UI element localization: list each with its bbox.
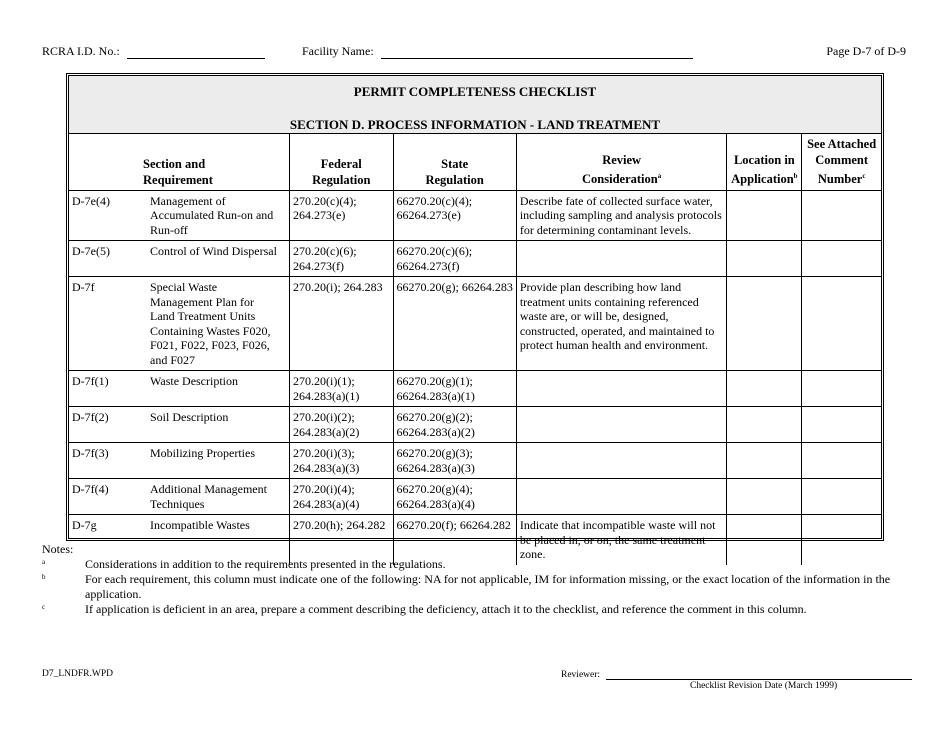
row-review-consideration: Describe fate of collected surface water, including sampling and analysis protocols for determining contaminant levels. bbox=[516, 190, 727, 241]
note-a-mark: a bbox=[42, 558, 46, 566]
row-federal-regulation: 270.20(h); 264.282 bbox=[290, 515, 394, 565]
col-header-federal bbox=[290, 133, 394, 190]
col-header-state-line1: State bbox=[441, 156, 469, 171]
row-federal-regulation: 270.20(i)(2); 264.283(a)(2) bbox=[290, 407, 394, 443]
row-section-id: D-7e(4) bbox=[72, 193, 110, 208]
row-review-consideration bbox=[516, 479, 727, 515]
row-review-consideration bbox=[516, 407, 727, 443]
row-comment-cell[interactable] bbox=[802, 190, 881, 241]
col-header-section bbox=[69, 133, 290, 190]
notes-heading: Notes: bbox=[42, 542, 74, 556]
row-section-id: D-7f(2) bbox=[72, 410, 109, 424]
table-row bbox=[69, 479, 881, 515]
row-comment-cell[interactable] bbox=[802, 277, 881, 371]
row-review-consideration: Provide plan describing how land treatment units containing referenced waste are, or will be, designed, constructed, operated, and maintained to protect human health and environment. bbox=[516, 277, 727, 371]
row-state-regulation: 66270.20(c)(4); 66264.273(e) bbox=[393, 190, 516, 241]
row-requirement: Management of Accumulated Run-on and Run-off bbox=[150, 193, 274, 237]
footnote-mark-a: a bbox=[657, 172, 662, 181]
col-header-section-line1: Section and bbox=[143, 156, 206, 171]
row-requirement: Mobilizing Properties bbox=[150, 446, 255, 460]
row-section-id: D-7e(5) bbox=[72, 244, 110, 258]
row-state-regulation: 66270.20(g)(4); 66264.283(a)(4) bbox=[393, 479, 516, 515]
note-c-text: If application is deficient in an area, prepare a comment describing the deficiency, attach it to the checklist, and reference the comment in this column. bbox=[85, 602, 807, 616]
row-review-consideration bbox=[516, 241, 727, 277]
row-location-cell[interactable] bbox=[727, 277, 802, 371]
row-location-cell[interactable] bbox=[727, 371, 802, 407]
row-requirement: Waste Description bbox=[150, 374, 239, 388]
table-row bbox=[69, 190, 881, 241]
row-location-cell[interactable] bbox=[727, 479, 802, 515]
section-title: SECTION D. PROCESS INFORMATION - LAND TREATMENT bbox=[289, 117, 661, 132]
row-location-cell[interactable] bbox=[727, 241, 802, 277]
row-federal-regulation: 270.20(i)(1); 264.283(a)(1) bbox=[290, 371, 394, 407]
col-header-state bbox=[393, 133, 516, 190]
row-section-id: D-7f(1) bbox=[72, 374, 109, 388]
row-requirement: Incompatible Wastes bbox=[150, 518, 250, 532]
reviewer-label: Reviewer: bbox=[561, 670, 601, 680]
row-federal-regulation: 270.20(c)(6); 264.273(f) bbox=[290, 241, 394, 277]
row-state-regulation: 66270.20(g)(1); 66264.283(a)(1) bbox=[393, 371, 516, 407]
table-row bbox=[69, 443, 881, 479]
facility-name-field bbox=[302, 44, 693, 59]
row-state-regulation: 66270.20(g)(3); 66264.283(a)(3) bbox=[393, 443, 516, 479]
row-section-id: D-7f(3) bbox=[72, 446, 109, 460]
rcra-id-blank bbox=[127, 46, 265, 59]
reviewer-field bbox=[561, 669, 912, 680]
col-header-location-line2: Application bbox=[731, 172, 794, 187]
note-b bbox=[42, 572, 902, 602]
row-comment-cell[interactable] bbox=[802, 443, 881, 479]
col-header-section-line2: Requirement bbox=[143, 172, 213, 187]
row-comment-cell[interactable] bbox=[802, 479, 881, 515]
rcra-id-label: RCRA I.D. No.: bbox=[42, 44, 120, 58]
row-review-consideration: Indicate that incompatible waste will not be placed in, or on, the same treatment zone. bbox=[516, 515, 727, 565]
row-federal-regulation: 270.20(i); 264.283 bbox=[290, 277, 394, 371]
col-header-state-line2: Regulation bbox=[425, 172, 484, 187]
notes-section bbox=[42, 542, 902, 617]
table-row bbox=[69, 407, 881, 443]
row-section-id: D-7f bbox=[72, 280, 95, 294]
checklist-title: PERMIT COMPLETENESS CHECKLIST bbox=[353, 84, 597, 99]
col-header-comment-line3: Number bbox=[817, 172, 863, 187]
col-header-review-line1: Review bbox=[602, 153, 642, 168]
col-header-review-line2: Consideration bbox=[582, 172, 658, 187]
footnote-mark-c: c bbox=[862, 172, 866, 181]
col-header-comment-line1: See Attached bbox=[807, 137, 877, 152]
col-header-comment bbox=[802, 133, 881, 190]
row-comment-cell[interactable] bbox=[802, 241, 881, 277]
checklist-table-frame bbox=[66, 73, 884, 561]
table-row bbox=[69, 241, 881, 277]
title-bar bbox=[69, 76, 881, 134]
note-b-text: For each requirement, this column must indicate one of the following: NA for not applicable, IM for information missing, or the exact location of the information in the application. bbox=[85, 572, 891, 601]
note-c bbox=[42, 602, 902, 617]
row-location-cell[interactable] bbox=[727, 407, 802, 443]
table-row bbox=[69, 277, 881, 371]
note-a-text: Considerations in addition to the requirements presented in the regulations. bbox=[85, 557, 446, 571]
row-requirement: Soil Description bbox=[150, 410, 229, 424]
row-comment-cell[interactable] bbox=[802, 407, 881, 443]
file-name: D7_LNDFR.WPD bbox=[42, 669, 113, 679]
row-requirement: Special Waste Management Plan for Land Treatment Units Containing Wastes F020, F021, F022, F023, F026, and F027 bbox=[150, 280, 271, 367]
col-header-federal-line1: Federal bbox=[320, 156, 362, 171]
row-location-cell[interactable] bbox=[727, 443, 802, 479]
row-requirement: Control of Wind Dispersal bbox=[150, 244, 277, 258]
row-requirement: Additional Management Techniques bbox=[150, 482, 267, 511]
row-comment-cell[interactable] bbox=[802, 371, 881, 407]
row-section-id: D-7f(4) bbox=[72, 482, 109, 496]
row-federal-regulation: 270.20(i)(4); 264.283(a)(4) bbox=[290, 479, 394, 515]
footnote-mark-b: b bbox=[793, 172, 798, 181]
col-header-review bbox=[516, 133, 727, 190]
rcra-id-field bbox=[42, 44, 265, 59]
col-header-location bbox=[727, 133, 802, 190]
revision-date: Checklist Revision Date (March 1999) bbox=[690, 681, 838, 691]
row-federal-regulation: 270.20(c)(4); 264.273(e) bbox=[290, 190, 394, 241]
row-federal-regulation: 270.20(i)(3); 264.283(a)(3) bbox=[290, 443, 394, 479]
row-review-consideration bbox=[516, 443, 727, 479]
col-header-comment-line2: Comment bbox=[815, 153, 869, 168]
row-state-regulation: 66270.20(c)(6); 66264.273(f) bbox=[393, 241, 516, 277]
reviewer-blank bbox=[606, 669, 912, 680]
row-state-regulation: 66270.20(g)(2); 66264.283(a)(2) bbox=[393, 407, 516, 443]
row-state-regulation: 66270.20(g); 66264.283 bbox=[393, 277, 516, 371]
table-row bbox=[69, 371, 881, 407]
facility-name-label: Facility Name: bbox=[302, 44, 374, 58]
row-section-id: D-7g bbox=[72, 518, 97, 532]
checklist-table bbox=[69, 133, 881, 565]
col-header-federal-line2: Regulation bbox=[312, 172, 371, 187]
note-b-mark: b bbox=[42, 573, 46, 581]
note-c-mark: c bbox=[42, 603, 46, 611]
page-number: Page D-7 of D-9 bbox=[826, 44, 906, 58]
facility-name-blank bbox=[381, 46, 693, 59]
row-location-cell[interactable] bbox=[727, 190, 802, 241]
row-state-regulation: 66270.20(f); 66264.282 bbox=[393, 515, 516, 565]
note-a bbox=[42, 557, 902, 572]
col-header-location-line1: Location in bbox=[733, 153, 795, 168]
row-review-consideration bbox=[516, 371, 727, 407]
